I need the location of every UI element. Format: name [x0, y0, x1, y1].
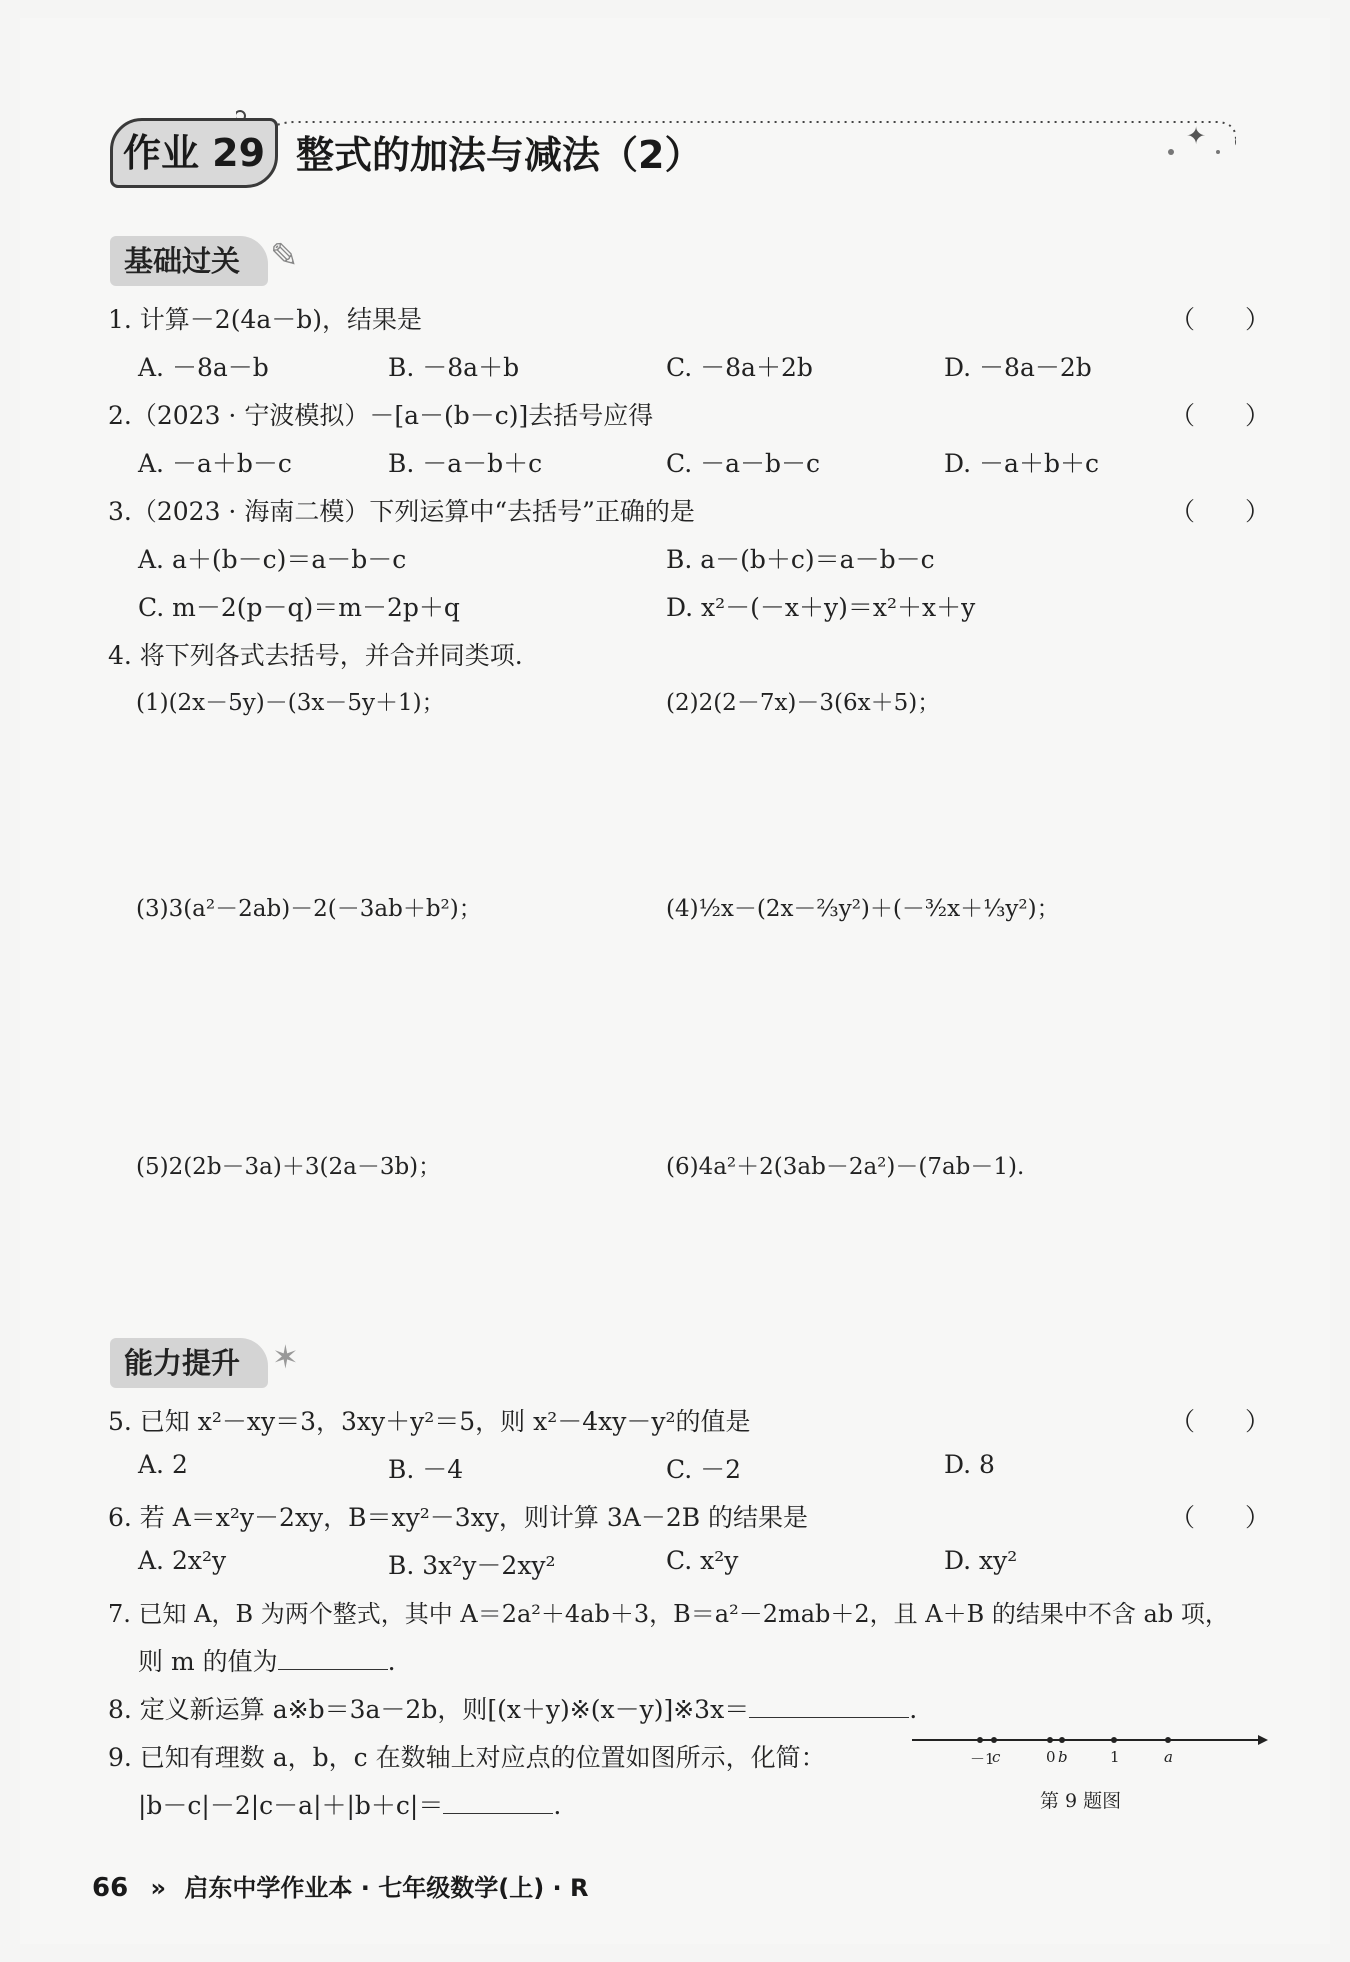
page-footer	[92, 1868, 589, 1903]
answer-blank-7[interactable]	[278, 1647, 388, 1670]
label-b: b	[1058, 1748, 1068, 1766]
q3-option-a: A. a＋(b－c)＝a－b－c	[138, 545, 407, 574]
q4-part-2: (2)2(2－7x)－3(6x＋5)；	[666, 690, 941, 716]
answer-blank-9[interactable]	[443, 1791, 553, 1814]
question-7-line-2	[138, 1642, 396, 1678]
page-title: 整式的加法与减法（2）	[296, 133, 703, 177]
q2-option-d: D. －a＋b＋c	[944, 449, 1099, 478]
q6-option-b: B. 3x²y－2xy²	[388, 1551, 556, 1580]
question-1: 1. 计算－2(4a－b)，结果是	[108, 305, 423, 334]
question-9-text: |b－c|－2|c－a|＋|b＋c|＝	[138, 1791, 444, 1820]
answer-paren-1: （ ）	[1170, 305, 1271, 334]
pencil-icon: ✎	[270, 236, 299, 276]
section-basic	[110, 236, 268, 286]
label-one: 1	[1110, 1748, 1120, 1766]
number-line-figure	[908, 1722, 1268, 1772]
q5-option-c: C. －2	[666, 1455, 742, 1484]
q3-option-d: D. x²－(－x＋y)＝x²＋x＋y	[666, 593, 976, 622]
question-7-text: 则 m 的值为	[138, 1647, 278, 1676]
q4-part-1: (1)(2x－5y)－(3x－5y＋1)；	[136, 690, 445, 716]
arrow-icon	[1258, 1735, 1268, 1745]
point-b	[1059, 1737, 1065, 1743]
svg-text:✦: ✦	[1186, 122, 1207, 150]
question-8	[108, 1690, 917, 1726]
point-zero	[1047, 1737, 1053, 1743]
question-3: 3.（2023 · 海南二模）下列运算中“去括号”正确的是	[108, 497, 695, 526]
q3-option-c: C. m－2(p－q)＝m－2p＋q	[138, 593, 460, 622]
question-9-line-1: 9. 已知有理数 a，b，c 在数轴上对应点的位置如图所示，化简：	[108, 1743, 826, 1772]
label-a: a	[1164, 1748, 1173, 1766]
q6-option-a: A. 2x²y	[138, 1546, 227, 1575]
question-8-end: .	[909, 1695, 918, 1724]
point-minus-one	[977, 1737, 983, 1743]
q2-option-a: A. －a＋b－c	[138, 449, 292, 478]
answer-paren-5: （ ）	[1170, 1407, 1271, 1436]
label-c: c	[992, 1748, 1001, 1766]
question-9-line-2	[138, 1786, 561, 1822]
question-7-line-1: 7. 已知 A，B 为两个整式，其中 A＝2a²＋4ab＋3，B＝a²－2mab＋2，且 A＋B 的结果中不含 ab 项，	[108, 1600, 1229, 1628]
question-9-end: .	[553, 1791, 562, 1820]
section-advanced-label: 能力提升	[124, 1346, 241, 1380]
question-2: 2.（2023 · 宁波模拟）－[a－(b－c)]去括号应得	[108, 401, 654, 430]
q2-option-c: C. －a－b－c	[666, 449, 821, 478]
q5-option-d: D. 8	[944, 1450, 995, 1479]
point-one	[1111, 1737, 1117, 1743]
double-chevron-icon: »	[150, 1874, 167, 1902]
question-4: 4. 将下列各式去括号，并合并同类项.	[108, 641, 523, 670]
figure-caption: 第 9 题图	[1040, 1790, 1122, 1812]
question-8-text: 8. 定义新运算 a※b＝3a－2b，则[(x＋y)※(x－y)]※3x＝	[108, 1695, 750, 1724]
q4-part-6: (6)4a²＋2(3ab－2a²)－(7ab－1).	[666, 1154, 1025, 1180]
section-advanced	[110, 1338, 268, 1388]
q4-part-3: (3)3(a²－2ab)－2(－3ab＋b²)；	[136, 896, 482, 922]
point-a	[1165, 1737, 1171, 1743]
answer-paren-3: （ ）	[1170, 497, 1271, 526]
label-minus-one: －1	[970, 1750, 995, 1768]
answer-paren-2: （ ）	[1170, 401, 1271, 430]
q2-option-b: B. －a－b＋c	[388, 449, 543, 478]
homework-badge: 作业 29	[110, 118, 278, 188]
q6-option-c: C. x²y	[666, 1546, 739, 1575]
answer-blank-8[interactable]	[749, 1695, 909, 1718]
q6-option-d: D. xy²	[944, 1546, 1018, 1575]
q1-option-a: A. －8a－b	[138, 353, 269, 382]
page-number: 66	[92, 1873, 129, 1903]
q5-option-b: B. －4	[388, 1455, 464, 1484]
question-7-end: .	[387, 1647, 396, 1676]
q1-option-d: D. －8a－2b	[944, 353, 1092, 382]
question-6: 6. 若 A＝x²y－2xy，B＝xy²－3xy，则计算 3A－2B 的结果是	[108, 1503, 809, 1532]
q4-part-5: (5)2(2b－3a)＋3(2a－3b)；	[136, 1154, 442, 1180]
q4-part-4: (4)½x－(2x－⅔y²)＋(－³⁄₂x＋⅓y²)；	[666, 896, 1060, 922]
q5-option-a: A. 2	[138, 1450, 188, 1479]
point-c	[991, 1737, 997, 1743]
label-zero: 0	[1046, 1748, 1056, 1766]
sparkle-icon: ✶	[272, 1338, 299, 1376]
book-title: 启东中学作业本 · 七年级数学(上) · R	[184, 1874, 589, 1902]
section-basic-label: 基础过关	[124, 244, 241, 278]
answer-paren-6: （ ）	[1170, 1503, 1271, 1532]
q1-option-b: B. －8a＋b	[388, 353, 520, 382]
q3-option-b: B. a－(b＋c)＝a－b－c	[666, 545, 935, 574]
q1-option-c: C. －8a＋2b	[666, 353, 813, 382]
question-5: 5. 已知 x²－xy＝3，3xy＋y²＝5，则 x²－4xy－y²的值是	[108, 1407, 751, 1436]
